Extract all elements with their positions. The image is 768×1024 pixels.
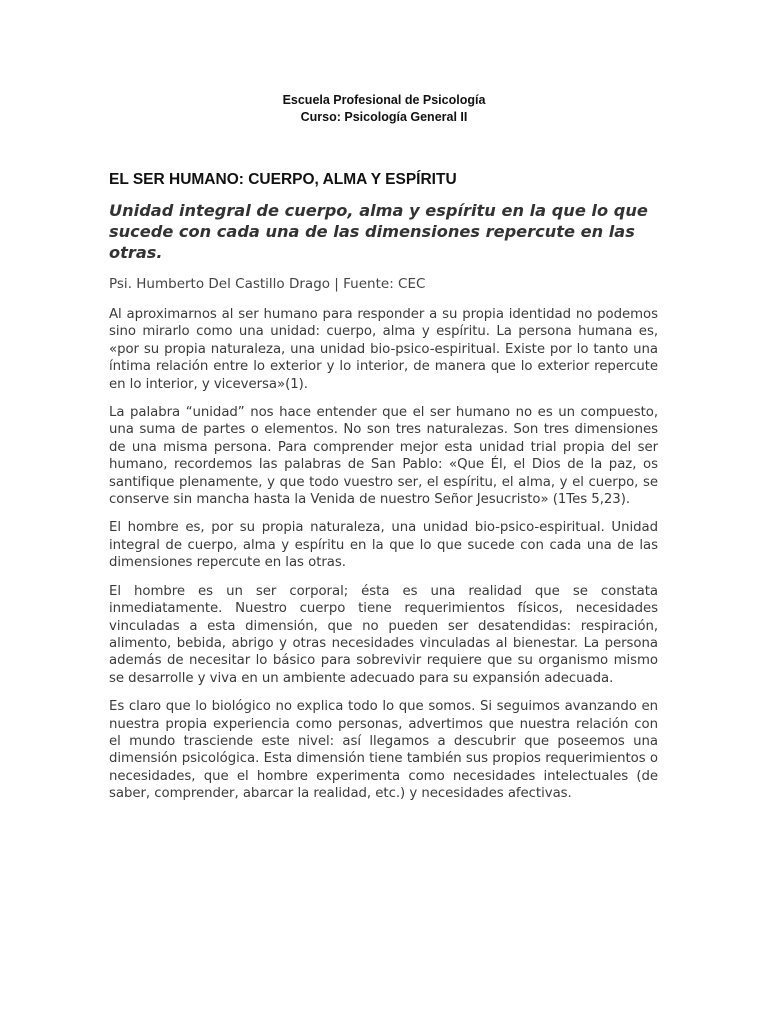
paragraph-3: El hombre es, por su propia naturaleza, una unidad bio-psico-espiritual. Unidad integral de cuerpo, alma y espíritu en la que lo que sucede con cada una de las dimensiones repercute en las otras.: [109, 520, 658, 571]
paragraph-2: La palabra “unidad” nos hace entender que el ser humano no es un compuesto, una suma de partes o elementos. No son tres naturalezas. Son tres dimensiones de una misma persona. Para comprender mejor esta unidad trial propia del ser humano, recordemos las palabras de San Pablo: «Que Él, el Dios de la paz, os santifique plenamente, y que todo vuestro ser, el espíritu, el alma, y el cuerpo, se conserve sin mancha hasta la Venida de nuestro Señor Jesucristo» (1Tes 5,23).: [109, 405, 658, 508]
paragraph-4: El hombre es un ser corporal; ésta es una realidad que se constata inmediatamente. Nuestro cuerpo tiene requerimientos físicos, necesidades vinculadas a esta dimensión, que no pueden ser desatendidas: respiración, alimento, bebida, abrigo y otras necesidades vinculadas al bienestar. La persona además de necesitar lo básico para sobrevivir requiere que su organismo mismo se desarrolle y viva en un ambiente adecuado para su expansión adecuada.: [109, 583, 658, 686]
article-subtitle: Unidad integral de cuerpo, alma y espíritu en la que lo que sucede con cada una de las dimensiones repercute en las otras.: [109, 201, 648, 262]
document-header: [0, 92, 768, 126]
article-byline: Psi. Humberto Del Castillo Drago | Fuente: CEC: [109, 276, 426, 292]
course-name: Curso: Psicología General II: [300, 110, 468, 124]
paragraph-1: Al aproximarnos al ser humano para responder a su propia identidad no podemos sino mirarlo como una unidad: cuerpo, alma y espíritu. La persona humana es, «por su propia naturaleza, una unidad bio-psico-espiritual. Existe por lo tanto una íntima relación entre lo exterior y lo interior, de manera que lo exterior repercute en lo interior, y viceversa»(1).: [109, 307, 658, 392]
article-body: [109, 170, 658, 814]
paragraph-5: Es claro que lo biológico no explica todo lo que somos. Si seguimos avanzando en nuestra propia experiencia como personas, advertimos que nuestra relación con el mundo trasciende este nivel: así llegamos a descubrir que poseemos una dimensión psicológica. Esta dimensión tiene también sus propios requerimientos o necesidades, que el hombre experimenta como necesidades intelectuales (de saber, comprender, abarcar la realidad, etc.) y necesidades afectivas.: [109, 699, 658, 802]
article-title: EL SER HUMANO: CUERPO, ALMA Y ESPÍRITU: [109, 171, 457, 188]
school-name: Escuela Profesional de Psicología: [282, 93, 486, 107]
